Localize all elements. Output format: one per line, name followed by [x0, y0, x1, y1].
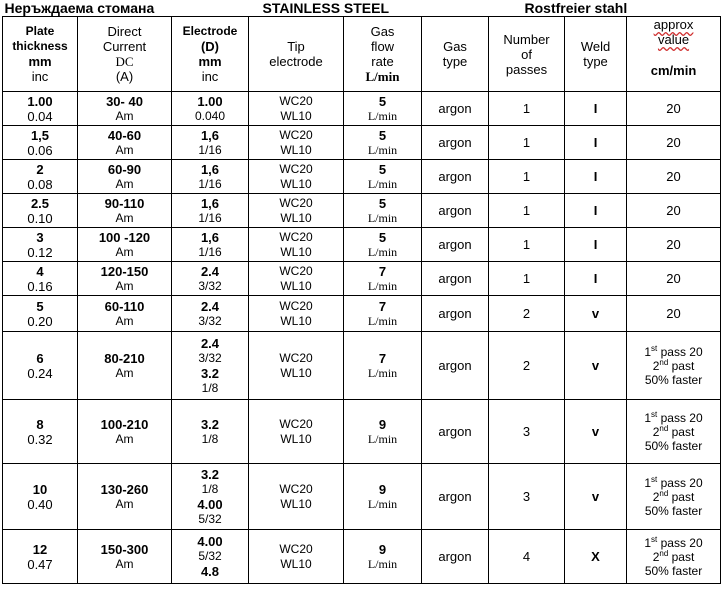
electrode-value: 3.2	[200, 416, 220, 432]
thickness-cell: 6 0.24	[3, 332, 78, 400]
electrode-cell	[172, 464, 249, 530]
table-row	[3, 296, 721, 332]
electrode-value: 1/16	[198, 176, 222, 191]
thickness-cell: 4 0.16	[3, 262, 78, 296]
speed-note: 1st pass 20	[644, 474, 703, 490]
electrode-value: 1/16	[198, 142, 222, 157]
electrode-value: 3/32	[198, 278, 222, 293]
gas-type-cell: argon	[422, 194, 489, 228]
electrode-value: 1/16	[198, 244, 222, 259]
thickness-cell: 10 0.40	[3, 464, 78, 530]
electrode-cell	[172, 228, 249, 262]
electrode-value: 5/32	[198, 549, 222, 563]
header-thickness: Plate thickness mm inc	[3, 17, 78, 92]
header-electrode: Electrode (D) mm inc	[172, 17, 249, 92]
electrode-value: 2.4	[200, 335, 220, 351]
speed-note: 50% faster	[644, 372, 703, 387]
thickness-cell: 2.5 0.10	[3, 194, 78, 228]
current-cell: 120-150 Am	[78, 262, 172, 296]
gas-flow-cell: 7 L/min	[344, 262, 422, 296]
electrode-cell	[172, 296, 249, 332]
electrode-value: 1/8	[201, 481, 219, 496]
weld-type-cell: I	[565, 262, 627, 296]
current-cell: 60-90 Am	[78, 160, 172, 194]
gas-type-cell: argon	[422, 464, 489, 530]
header-weld-type: Weld type	[565, 17, 627, 92]
table-body	[3, 92, 721, 584]
welding-parameters-table	[2, 0, 721, 584]
weld-type-cell: I	[565, 160, 627, 194]
speed-note: 50% faster	[644, 503, 703, 518]
electrode-value: 1.00	[197, 93, 223, 109]
speed-note: 1st pass 20	[644, 343, 703, 359]
speed-note: 1st pass 20	[644, 534, 703, 550]
title-german: Rostfreier stahl	[489, 0, 721, 17]
speed-note: 2nd past	[652, 357, 695, 373]
speed-cell	[627, 400, 721, 464]
weld-type-cell: v	[565, 400, 627, 464]
speed-value: 20	[666, 306, 681, 321]
electrode-cell	[172, 194, 249, 228]
current-cell: 100-210 Am	[78, 400, 172, 464]
weld-type-cell: v	[565, 296, 627, 332]
passes-cell: 1	[489, 194, 565, 228]
speed-note: 1st pass 20	[644, 409, 703, 425]
speed-value: 20	[666, 135, 681, 150]
gas-flow-cell: 9 L/min	[344, 464, 422, 530]
table-row	[3, 464, 721, 530]
electrode-value: 2.4	[200, 298, 220, 314]
electrode-value: 3.2	[200, 466, 220, 482]
electrode-cell	[172, 262, 249, 296]
gas-flow-cell: 7 L/min	[344, 296, 422, 332]
title-english: STAINLESS STEEL	[249, 0, 489, 17]
header-speed: approx value cm/min	[627, 17, 721, 92]
header-passes: Number of passes	[489, 17, 565, 92]
speed-cell	[627, 262, 721, 296]
gas-flow-cell: 9 L/min	[344, 530, 422, 584]
weld-type-cell: v	[565, 332, 627, 400]
speed-cell	[627, 228, 721, 262]
gas-type-cell: argon	[422, 126, 489, 160]
thickness-cell: 5 0.20	[3, 296, 78, 332]
thickness-cell: 8 0.32	[3, 400, 78, 464]
electrode-cell	[172, 530, 249, 584]
passes-cell: 1	[489, 92, 565, 126]
speed-cell	[627, 332, 721, 400]
speed-cell	[627, 296, 721, 332]
title-row	[3, 0, 721, 17]
tip-cell: WC20 WL10	[249, 126, 344, 160]
thickness-cell: 1.00 0.04	[3, 92, 78, 126]
electrode-value: 4.00	[197, 534, 223, 549]
current-cell: 130-260 Am	[78, 464, 172, 530]
table-row	[3, 228, 721, 262]
electrode-cell	[172, 332, 249, 400]
speed-cell	[627, 160, 721, 194]
current-cell: 60-110 Am	[78, 296, 172, 332]
passes-cell: 2	[489, 332, 565, 400]
weld-type-cell: I	[565, 126, 627, 160]
electrode-cell	[172, 160, 249, 194]
header-gas-type: Gas type	[422, 17, 489, 92]
table-row	[3, 530, 721, 584]
weld-type-cell: I	[565, 92, 627, 126]
electrode-value: 1/8	[201, 431, 219, 446]
gas-type-cell: argon	[422, 530, 489, 584]
speed-value: 20	[666, 237, 681, 252]
table-row	[3, 160, 721, 194]
speed-value: 20	[666, 203, 681, 218]
speed-cell	[627, 126, 721, 160]
speed-note: 2nd past	[652, 488, 695, 504]
electrode-value: 4.00	[197, 496, 223, 512]
electrode-value: 4.8	[200, 564, 220, 579]
title-bulgarian: Неръждаема стомана	[3, 0, 249, 17]
gas-type-cell: argon	[422, 262, 489, 296]
current-cell: 150-300 Am	[78, 530, 172, 584]
speed-note: 50% faster	[644, 438, 703, 453]
electrode-value: 3.2	[200, 365, 220, 381]
table-row	[3, 92, 721, 126]
thickness-cell: 2 0.08	[3, 160, 78, 194]
table-row	[3, 262, 721, 296]
tip-cell: WC20 WL10	[249, 262, 344, 296]
passes-cell: 4	[489, 530, 565, 584]
gas-type-cell: argon	[422, 92, 489, 126]
tip-cell: WC20 WL10	[249, 530, 344, 584]
electrode-cell	[172, 126, 249, 160]
gas-type-cell: argon	[422, 228, 489, 262]
tip-cell: WC20 WL10	[249, 228, 344, 262]
thickness-cell: 3 0.12	[3, 228, 78, 262]
header-tip-electrode: Tip electrode	[249, 17, 344, 92]
passes-cell: 1	[489, 262, 565, 296]
tip-cell: WC20 WL10	[249, 464, 344, 530]
table-row	[3, 332, 721, 400]
speed-note: 2nd past	[652, 548, 695, 564]
passes-cell: 2	[489, 296, 565, 332]
weld-type-cell: X	[565, 530, 627, 584]
electrode-value: 1,6	[200, 229, 220, 245]
table-row	[3, 194, 721, 228]
electrode-value: 1/8	[201, 380, 219, 395]
electrode-value: 1,6	[200, 195, 220, 211]
speed-cell	[627, 92, 721, 126]
passes-cell: 1	[489, 228, 565, 262]
speed-cell	[627, 464, 721, 530]
tip-cell: WC20 WL10	[249, 400, 344, 464]
speed-note: 50% faster	[644, 563, 703, 578]
thickness-cell: 12 0.47	[3, 530, 78, 584]
table-row	[3, 126, 721, 160]
electrode-value: 2.4	[200, 263, 220, 279]
gas-flow-cell: 5 L/min	[344, 228, 422, 262]
passes-cell: 1	[489, 160, 565, 194]
passes-cell: 1	[489, 126, 565, 160]
electrode-cell	[172, 400, 249, 464]
electrode-value: 1,6	[200, 161, 220, 177]
speed-cell	[627, 194, 721, 228]
current-cell: 30- 40 Am	[78, 92, 172, 126]
gas-flow-cell: 5 L/min	[344, 126, 422, 160]
electrode-value: 1/16	[198, 210, 222, 225]
speed-value: 20	[666, 271, 681, 286]
tip-cell: WC20 WL10	[249, 92, 344, 126]
header-gas-flow: Gas flow rate L/min	[344, 17, 422, 92]
gas-type-cell: argon	[422, 160, 489, 194]
weld-type-cell: v	[565, 464, 627, 530]
electrode-cell	[172, 92, 249, 126]
gas-flow-cell: 5 L/min	[344, 92, 422, 126]
current-cell: 90-110 Am	[78, 194, 172, 228]
current-cell: 40-60 Am	[78, 126, 172, 160]
tip-cell: WC20 WL10	[249, 332, 344, 400]
gas-type-cell: argon	[422, 332, 489, 400]
tip-cell: WC20 WL10	[249, 296, 344, 332]
electrode-value: 1,6	[200, 127, 220, 143]
speed-cell	[627, 530, 721, 584]
speed-note: 2nd past	[652, 423, 695, 439]
electrode-value: 0.040	[194, 108, 226, 123]
gas-flow-cell: 5 L/min	[344, 160, 422, 194]
table-row	[3, 400, 721, 464]
passes-cell: 3	[489, 400, 565, 464]
passes-cell: 3	[489, 464, 565, 530]
gas-flow-cell: 9 L/min	[344, 400, 422, 464]
current-cell: 100 -120 Am	[78, 228, 172, 262]
electrode-value: 3/32	[198, 313, 222, 328]
current-cell: 80-210 Am	[78, 332, 172, 400]
header-current: Direct Current DC (A)	[78, 17, 172, 92]
gas-type-cell: argon	[422, 296, 489, 332]
speed-value: 20	[666, 101, 681, 116]
weld-type-cell: I	[565, 194, 627, 228]
header-row	[3, 17, 721, 92]
gas-type-cell: argon	[422, 400, 489, 464]
weld-type-cell: I	[565, 228, 627, 262]
electrode-value: 5/32	[198, 511, 222, 526]
thickness-cell: 1,5 0.06	[3, 126, 78, 160]
gas-flow-cell: 7 L/min	[344, 332, 422, 400]
gas-flow-cell: 5 L/min	[344, 194, 422, 228]
speed-value: 20	[666, 169, 681, 184]
electrode-value: 3/32	[198, 350, 222, 365]
tip-cell: WC20 WL10	[249, 194, 344, 228]
tip-cell: WC20 WL10	[249, 160, 344, 194]
